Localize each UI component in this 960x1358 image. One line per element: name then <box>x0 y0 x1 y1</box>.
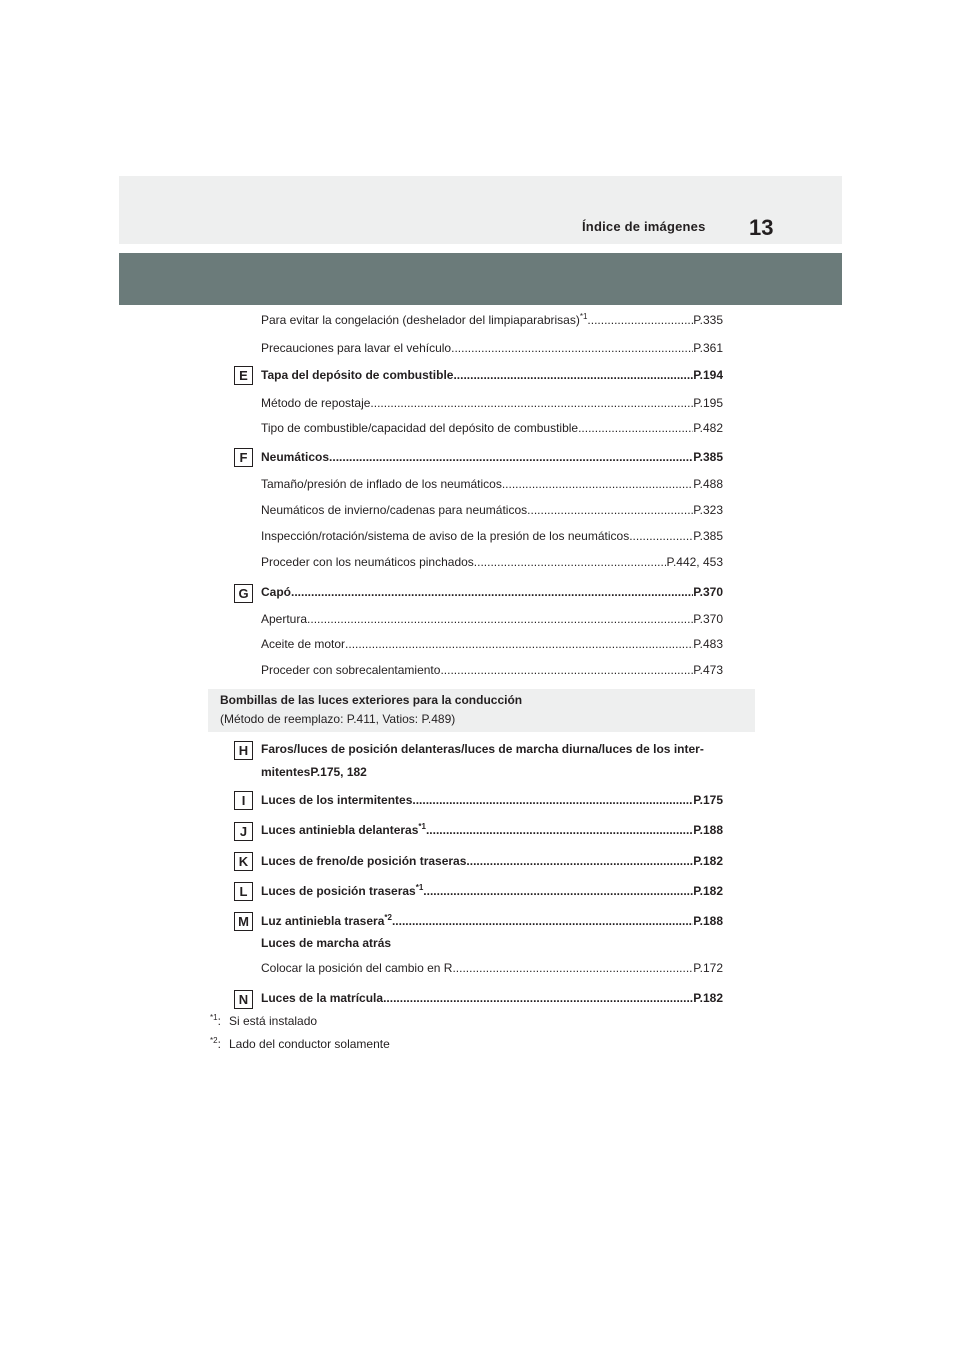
index-entry: Aceite de motor ..... P.483 <box>261 636 723 652</box>
index-entry: Inspección/rotación/sistema de aviso de la presión de los neumáticos ..... P.385 <box>261 528 723 544</box>
header-band <box>119 253 842 305</box>
footnote: $^{*2}$: Lado del conductor solamente <box>210 1036 390 1051</box>
footnote: $^{*1}$: Si está instalado <box>210 1013 318 1028</box>
index-entry: Precauciones para lavar el vehículo ..... P.361 <box>261 340 723 356</box>
index-entry-heading: Luz antiniebla trasera$^{*2}$ ..... P.188 <box>261 913 723 929</box>
index-entry-heading: Luces de la matrícula ..... P.182 <box>261 990 723 1006</box>
header-bar <box>119 176 842 244</box>
index-entry: Apertura ..... P.370 <box>261 611 723 627</box>
index-entry-heading: Neumáticos ..... P.385 <box>261 449 723 465</box>
label-box-f: F <box>234 448 253 467</box>
section-subheading: (Método de reemplazo: P.411, Vatios: P.489) <box>220 712 456 726</box>
header-divider <box>119 244 842 246</box>
index-entry: Para evitar la congelación (deshelador del limpiaparabrisas)$^{*1}$ ..... P.335 <box>261 312 723 328</box>
index-entry: Tipo de combustible/capacidad del depósito de combustible ..... P.482 <box>261 420 723 436</box>
label-box-h: H <box>234 741 253 760</box>
index-entry: Neumáticos de invierno/cadenas para neumáticos ..... P.323 <box>261 502 723 518</box>
index-entry-heading: Faros/luces de posición delanteras/luces de marcha diurna/luces de los inter- <box>261 742 704 756</box>
index-entry-heading: Luces de freno/de posición traseras ..... P.182 <box>261 853 723 869</box>
section-title: Índice de imágenes <box>582 219 706 234</box>
label-box-g: G <box>234 584 253 603</box>
label-box-l: L <box>234 882 253 901</box>
index-entry-heading: Luces de posición traseras$^{*1}$ ..... P.182 <box>261 883 723 899</box>
section-box <box>208 689 755 732</box>
index-entry-heading: Tapa del depósito de combustible ..... P.194 <box>261 367 723 383</box>
index-entry-heading: Luces de los intermitentes ..... P.175 <box>261 792 723 808</box>
index-entry: Tamaño/presión de inflado de los neumáticos ..... P.488 <box>261 476 723 492</box>
index-entry-heading: Luces de marcha atrás <box>261 936 392 950</box>
section-heading: Bombillas de las luces exteriores para la conducción <box>220 693 523 707</box>
index-entry: Colocar la posición del cambio en R ..... P.172 <box>261 960 723 976</box>
index-entry-heading: Luces antiniebla delanteras$^{*1}$ ..... P.188 <box>261 822 723 838</box>
label-box-n: N <box>234 990 253 1009</box>
label-box-k: K <box>234 852 253 871</box>
index-entry-heading: Capó ..... P.370 <box>261 584 723 600</box>
label-box-e: E <box>234 366 253 385</box>
label-box-j: J <box>234 822 253 841</box>
label-box-i: I <box>234 791 253 810</box>
page-number: 13 <box>749 215 774 240</box>
label-box-m: M <box>234 912 253 931</box>
index-entry: Proceder con los neumáticos pinchados ..... P.442, 453 <box>261 554 723 570</box>
index-entry-heading: mitentesP.175, 182 <box>261 765 367 779</box>
index-entry: Método de repostaje ..... P.195 <box>261 395 723 411</box>
index-entry: Proceder con sobrecalentamiento ..... P.473 <box>261 662 723 678</box>
